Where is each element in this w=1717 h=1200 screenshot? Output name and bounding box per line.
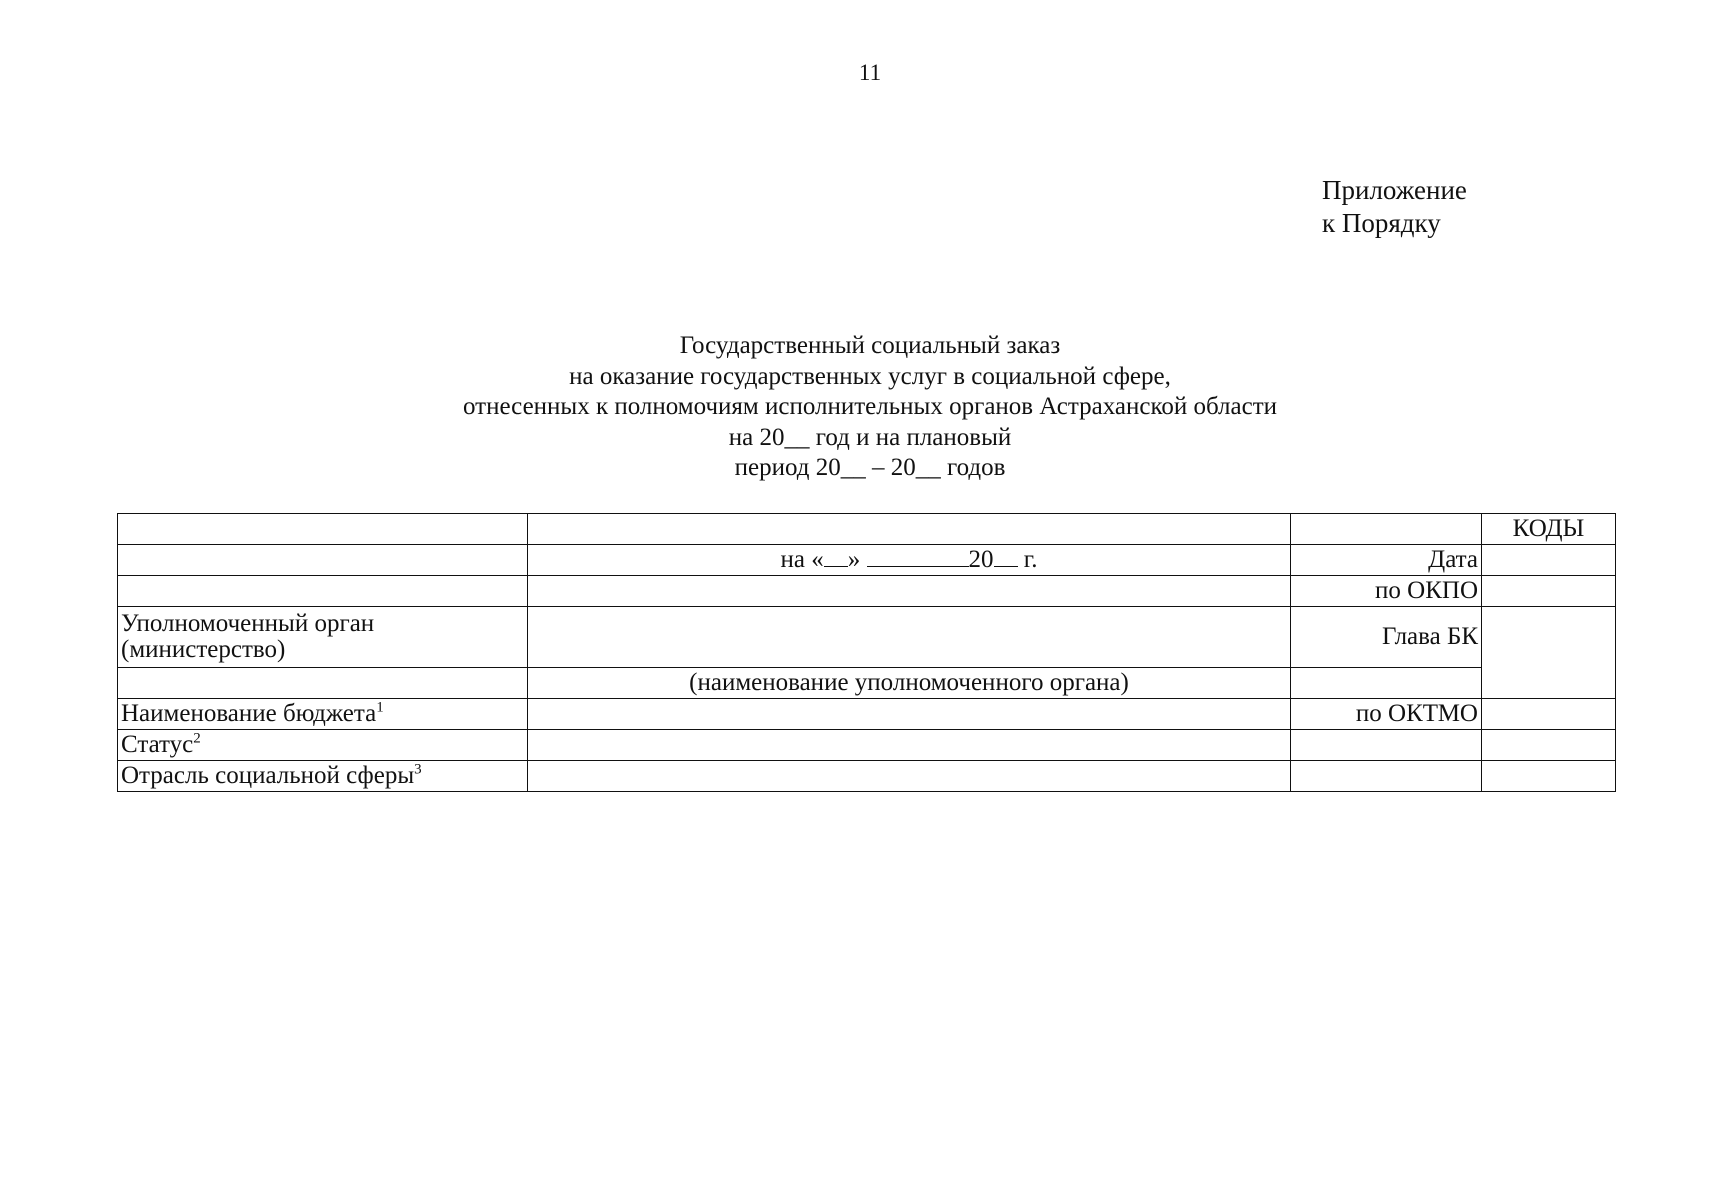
status-label bbox=[118, 730, 528, 761]
budget-label bbox=[118, 699, 528, 730]
budget-label-text: Наименование бюджета bbox=[121, 700, 377, 727]
table-cell bbox=[118, 514, 528, 545]
glava-bk-label: Глава БК bbox=[1291, 607, 1482, 668]
authority-caption: (наименование уполномоченного органа) bbox=[528, 668, 1291, 699]
appendix-line-1: Приложение bbox=[1322, 175, 1467, 205]
month-blank[interactable] bbox=[867, 548, 969, 567]
appendix-note bbox=[1322, 174, 1467, 240]
table-row-date bbox=[118, 545, 1616, 576]
page-number: 11 bbox=[858, 60, 882, 85]
sector-label-text: Отрасль социальной сферы bbox=[121, 762, 415, 789]
title-line-5: период 20__ – 20__ годов bbox=[734, 454, 1006, 481]
okpo-code-cell[interactable] bbox=[1482, 576, 1616, 607]
date-suffix: г. bbox=[1023, 546, 1038, 573]
date-code-cell[interactable] bbox=[1482, 545, 1616, 576]
glava-bk-code-cell[interactable] bbox=[1482, 607, 1616, 699]
oktmo-code-cell[interactable] bbox=[1482, 699, 1616, 730]
codes-header: КОДЫ bbox=[1482, 514, 1616, 545]
oktmo-label: по ОКТМО bbox=[1291, 699, 1482, 730]
table-cell bbox=[1291, 730, 1482, 761]
document-title bbox=[0, 331, 1717, 484]
sector-label bbox=[118, 761, 528, 792]
appendix-line-2: к Порядку bbox=[1322, 208, 1441, 238]
table-row-authority bbox=[118, 607, 1616, 668]
footnote-3: 3 bbox=[414, 761, 422, 778]
authority-label bbox=[118, 607, 528, 668]
sector-code-cell[interactable] bbox=[1482, 761, 1616, 792]
social-order-form-table bbox=[117, 513, 1616, 792]
date-prefix: на « bbox=[780, 546, 824, 573]
day-blank[interactable] bbox=[824, 548, 848, 567]
date-mid: » bbox=[847, 546, 861, 573]
sector-field[interactable] bbox=[528, 761, 1291, 792]
title-line-1: Государственный социальный заказ bbox=[679, 332, 1061, 359]
status-label-text: Статус bbox=[121, 731, 194, 758]
title-line-4: на 20__ год и на плановый bbox=[728, 423, 1012, 451]
authority-label-line-2: (министерство) bbox=[121, 636, 286, 663]
table-row-budget bbox=[118, 699, 1616, 730]
status-field[interactable] bbox=[528, 730, 1291, 761]
table-row-okpo bbox=[118, 576, 1616, 607]
footnote-1: 1 bbox=[376, 699, 384, 716]
table-row-header bbox=[118, 514, 1616, 545]
table-row-authority-caption bbox=[118, 668, 1616, 699]
table-cell bbox=[118, 668, 528, 699]
table-cell bbox=[1291, 761, 1482, 792]
title-line-2: на оказание государственных услуг в социальной сфере, bbox=[569, 362, 1171, 390]
footnote-2: 2 bbox=[193, 730, 201, 747]
table-cell bbox=[118, 545, 528, 576]
table-cell bbox=[118, 576, 528, 607]
status-code-cell[interactable] bbox=[1482, 730, 1616, 761]
okpo-label: по ОКПО bbox=[1291, 576, 1482, 607]
year-blank[interactable] bbox=[994, 548, 1018, 567]
date-field bbox=[528, 545, 1291, 576]
budget-name-field[interactable] bbox=[528, 699, 1291, 730]
table-cell bbox=[528, 514, 1291, 545]
title-line-3: отнесенных к полномочиям исполнительных органов Астраханской области bbox=[462, 393, 1278, 420]
table-row-status bbox=[118, 730, 1616, 761]
authority-name-field[interactable] bbox=[528, 607, 1291, 668]
table-cell bbox=[528, 576, 1291, 607]
authority-label-line-1: Уполномоченный орган bbox=[121, 610, 375, 637]
date-code-label: Дата bbox=[1291, 545, 1482, 576]
table-cell bbox=[1291, 668, 1482, 699]
table-row-sector bbox=[118, 761, 1616, 792]
table-cell bbox=[1291, 514, 1482, 545]
year-prefix: 20 bbox=[968, 546, 994, 573]
